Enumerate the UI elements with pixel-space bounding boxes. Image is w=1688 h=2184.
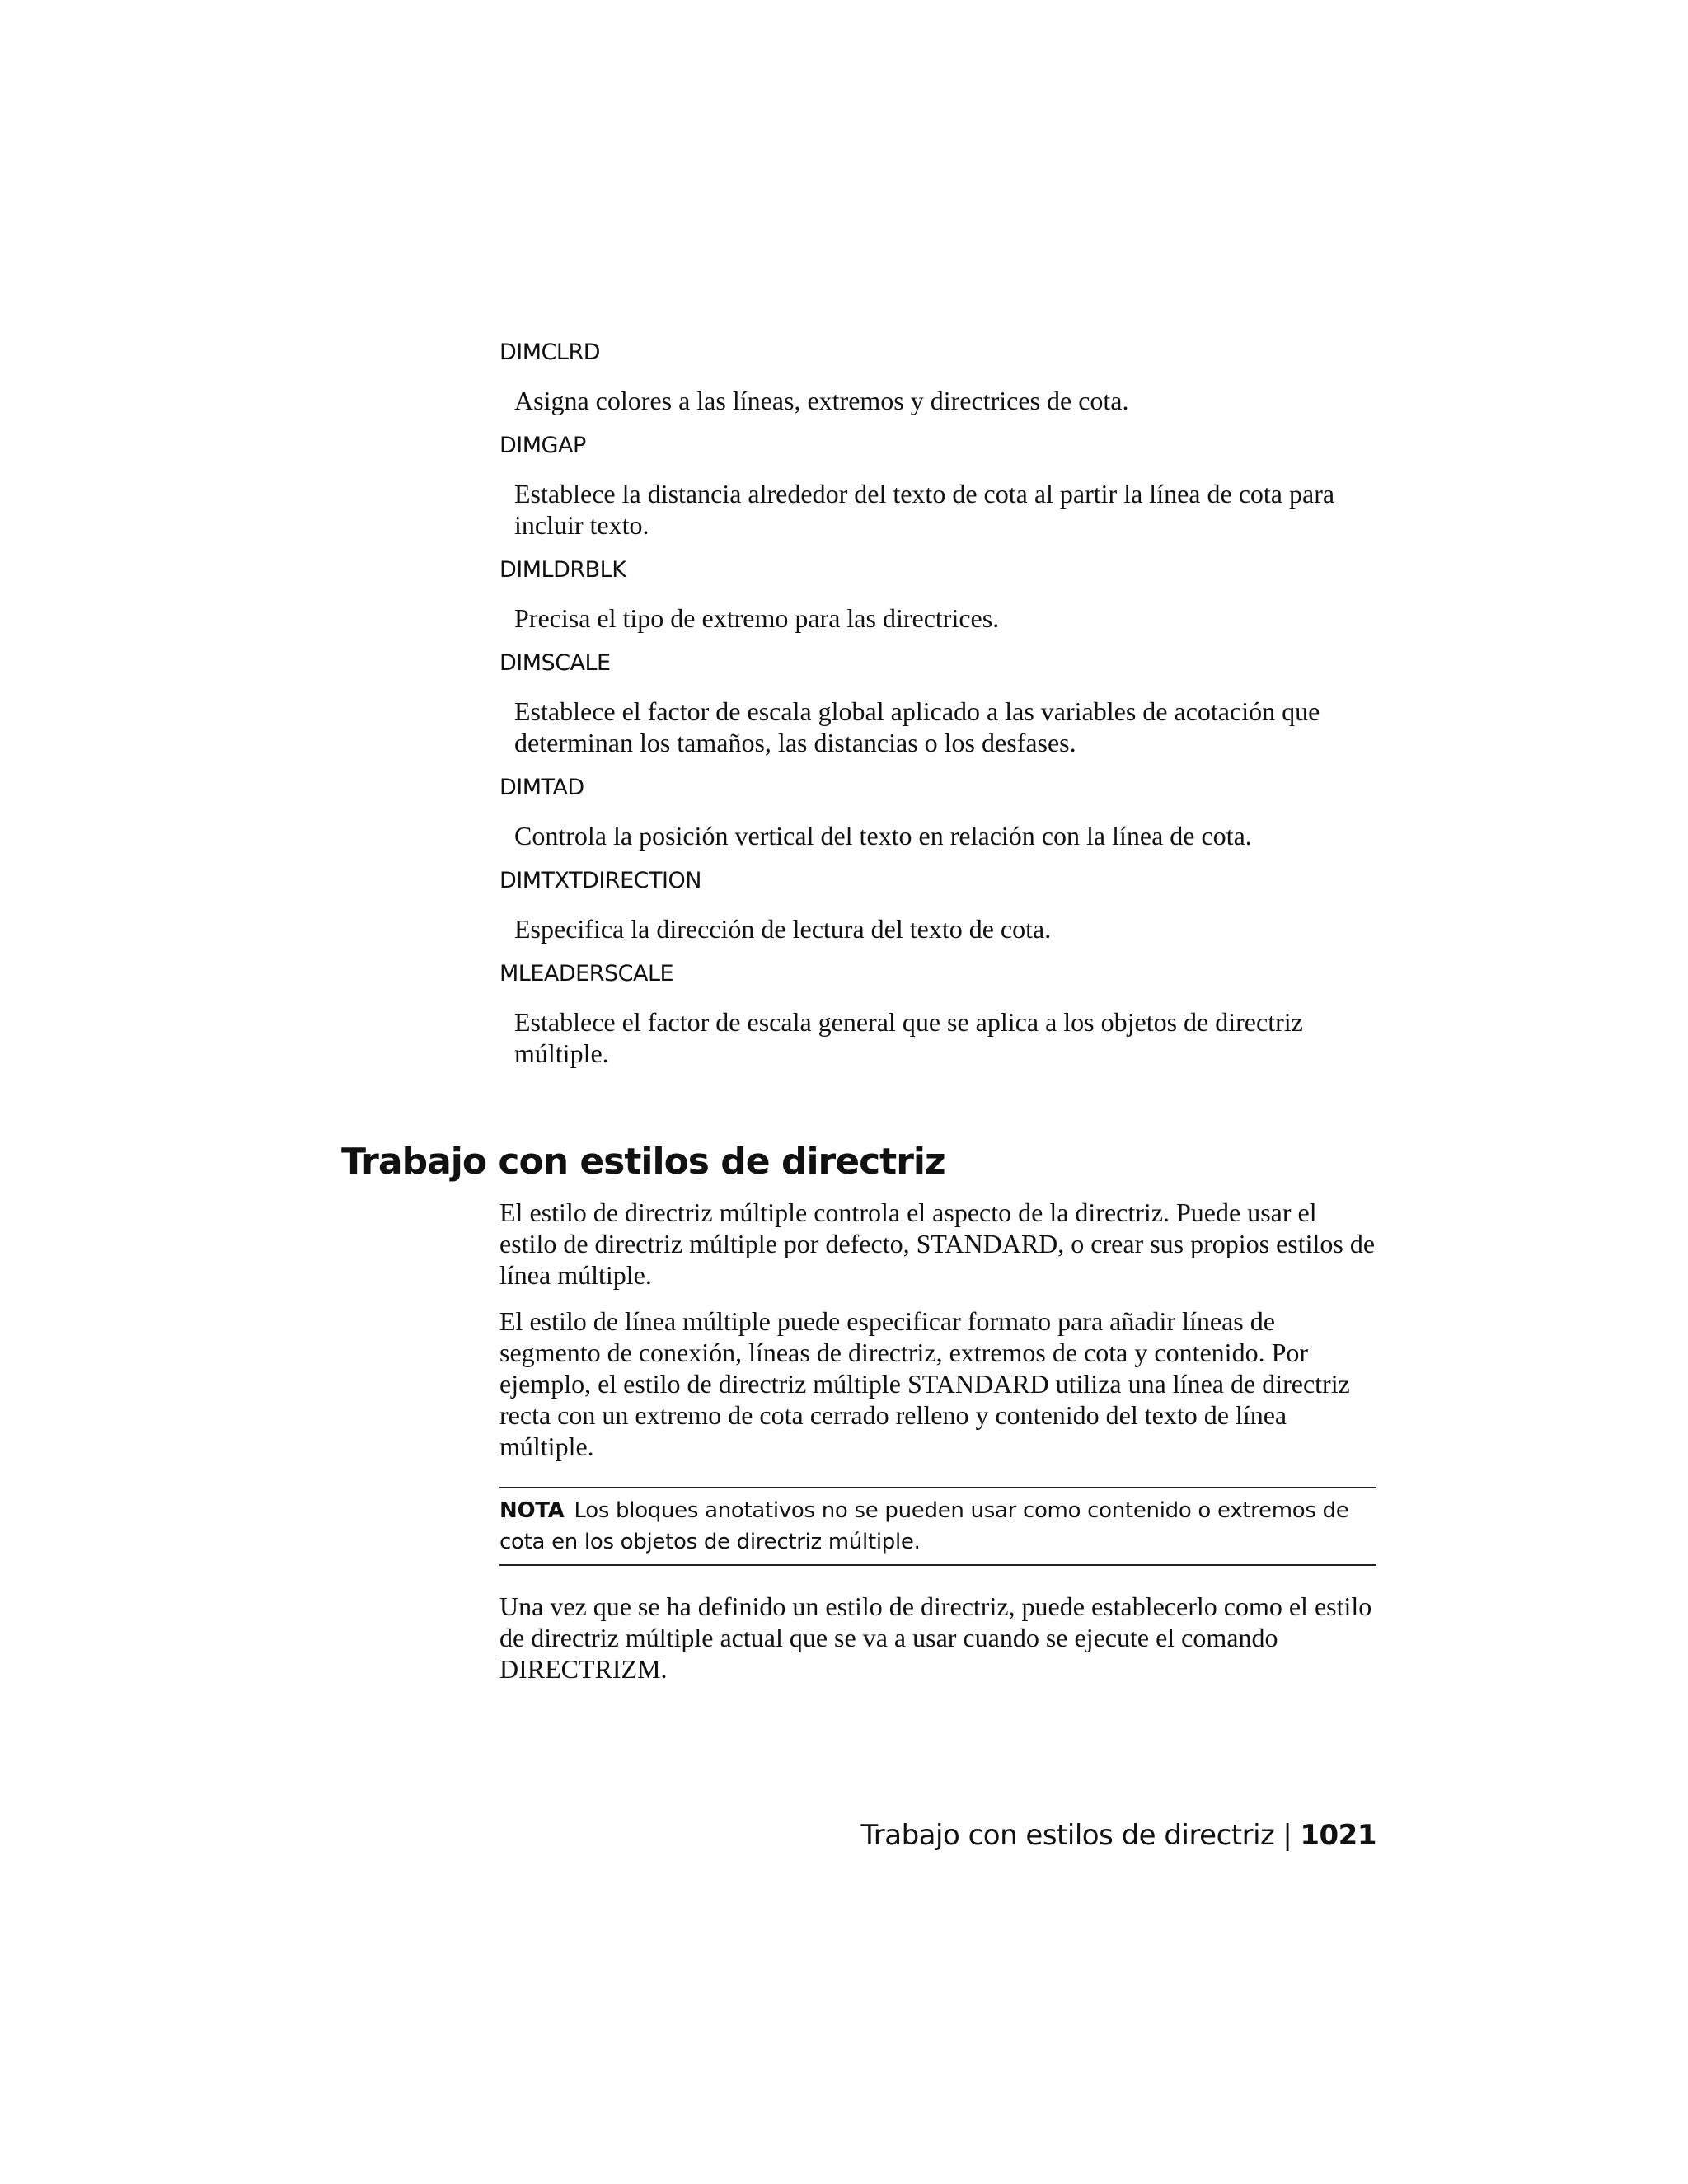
variable-term-mleaderscale: MLEADERSCALE <box>499 961 674 987</box>
variable-term-dimclrd: DIMCLRD <box>499 340 600 365</box>
variable-description-dimscale: Establece el factor de escala global aplicado a las variables de acotación que determinan los tamaños, las distancias o los desfases. <box>514 696 1320 757</box>
section-heading: Trabajo con estilos de directriz <box>341 1141 945 1183</box>
variable-term-dimtxtdirection: DIMTXTDIRECTION <box>499 868 701 893</box>
variable-description-dimgap: Establece la distancia alrededor del texto de cota al partir la línea de cota para incluir texto. <box>514 479 1335 540</box>
variable-description-mleaderscale: Establece el factor de escala general que se aplica a los objetos de directriz múltiple. <box>514 1007 1303 1068</box>
body-paragraph: El estilo de directriz múltiple controla el aspecto de la directriz. Puede usar el estilo de directriz múltiple por defecto, STANDARD, o crear sus propios estilos de línea múltiple. <box>499 1197 1376 1290</box>
footer-title: Trabajo con estilos de directriz <box>860 1819 1275 1852</box>
footer-separator: | <box>1282 1819 1292 1852</box>
variable-term-dimtad: DIMTAD <box>499 775 584 800</box>
variable-description-dimclrd: Asigna colores a las líneas, extremos y directrices de cota. <box>514 386 1129 415</box>
note-label: NOTA <box>499 1498 565 1523</box>
closing-paragraph: Una vez que se ha definido un estilo de directriz, puede establecerlo como el estilo de directriz múltiple actual que se va a usar cuando se ejecute el comando DIRECTRIZM. <box>499 1591 1372 1684</box>
body-paragraph: El estilo de línea múltiple puede especificar formato para añadir líneas de segmento de conexión, líneas de directriz, extremos de cota y contenido. Por ejemplo, el estilo de directriz múltiple STANDARD utiliza una línea de directriz recta con un extremo de cota cerrado relleno y contenido del texto de línea múltiple. <box>499 1306 1350 1461</box>
variable-description-dimldrblk: Precisa el tipo de extremo para las directrices. <box>514 603 1000 633</box>
variable-term-dimldrblk: DIMLDRBLK <box>499 557 626 583</box>
page-number: 1021 <box>1300 1819 1376 1852</box>
variable-description-dimtxtdirection: Especifica la dirección de lectura del texto de cota. <box>514 914 1052 944</box>
page-footer <box>861 1817 1376 1854</box>
variable-description-dimtad: Controla la posición vertical del texto en relación con la línea de cota. <box>514 821 1252 851</box>
variable-term-dimgap: DIMGAP <box>499 433 586 458</box>
note-text: Los bloques anotativos no se pueden usar como contenido o extremos de cota en los objetos de directriz múltiple. <box>499 1498 1349 1554</box>
note-box <box>499 1487 1376 1566</box>
variable-term-dimscale: DIMSCALE <box>499 650 611 676</box>
section-body <box>499 1197 1376 1699</box>
system-variable-list <box>499 338 1376 1084</box>
